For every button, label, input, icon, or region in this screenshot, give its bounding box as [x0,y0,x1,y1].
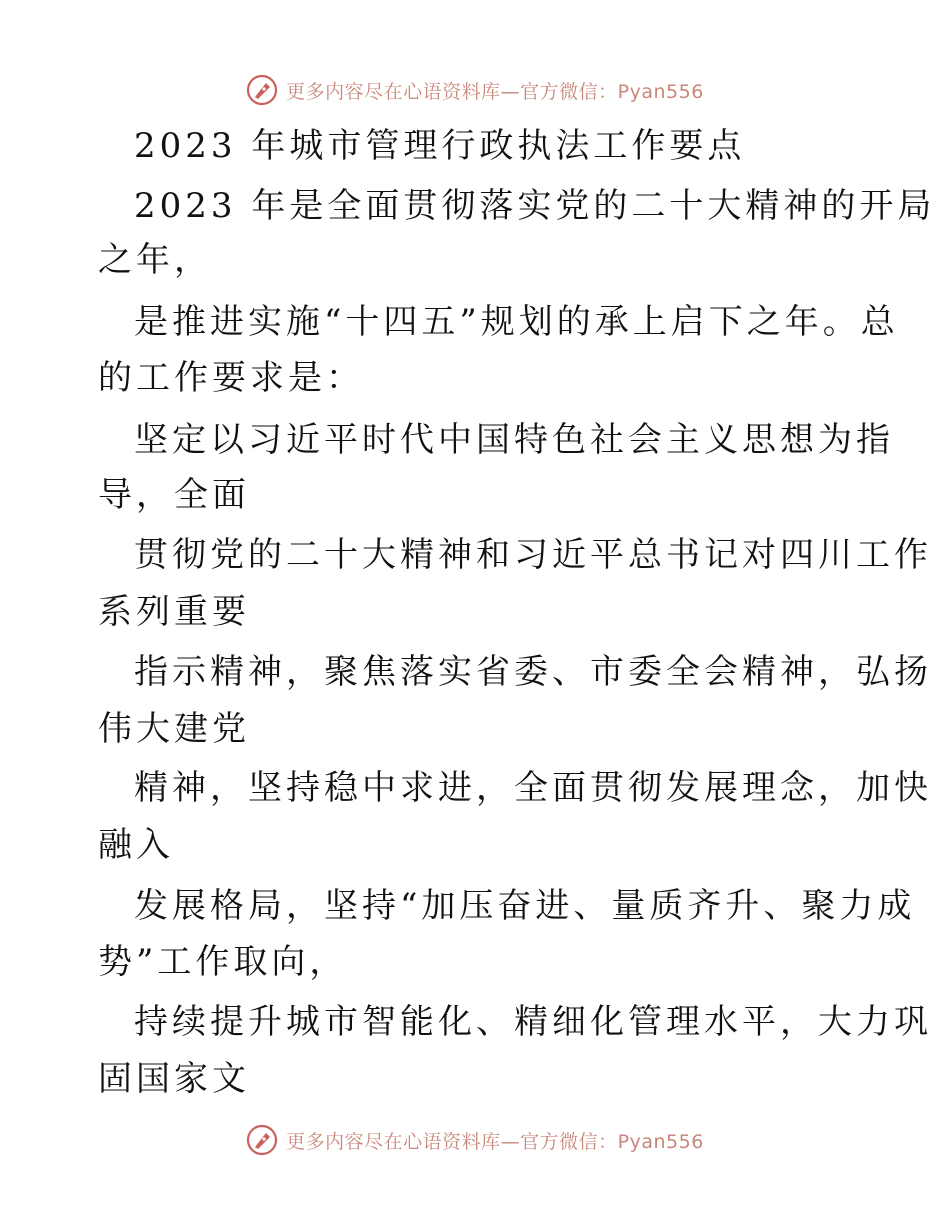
footer-watermark [0,1120,950,1160]
pen-nib-logo-icon [246,1124,278,1156]
paragraph-line: 2023 年是全面贯彻落实党的二十大精神的开局 [134,186,936,226]
paragraph-line: 是推进实施“十四五”规划的承上启下之年。总 [134,302,899,342]
paragraph-line: 之年， [98,240,212,280]
paragraph-line: 系列重要 [98,592,250,632]
paragraph-line: 贯彻党的二十大精神和习近平总书记对四川工作 [134,535,932,575]
paragraph-line: 指示精神，聚焦落实省委、市委全会精神，弘扬 [134,652,932,692]
paragraph-line: 融入 [98,825,174,865]
watermark-text: 更多内容尽在心语资料库—官方微信：Pyan556 [286,1130,704,1153]
paragraph-line: 伟大建党 [98,709,250,749]
paragraph-line: 发展格局，坚持“加压奋进、量质齐升、聚力成 [134,886,916,926]
paragraph-line: 导，全面 [98,475,250,515]
paragraph-line: 精神，坚持稳中求进，全面贯彻发展理念，加快 [134,768,932,808]
paragraph-line: 固国家文 [98,1059,250,1099]
paragraph-line: 持续提升城市智能化、精细化管理水平，大力巩 [134,1002,932,1042]
paragraph-line: 坚定以习近平时代中国特色社会主义思想为指 [134,420,894,460]
paragraph-line: 的工作要求是： [98,358,364,398]
paragraph-line: 势”工作取向， [98,942,348,982]
watermark-text: 更多内容尽在心语资料库—官方微信：Pyan556 [286,80,704,103]
document-title: 2023 年城市管理行政执法工作要点 [134,126,746,166]
